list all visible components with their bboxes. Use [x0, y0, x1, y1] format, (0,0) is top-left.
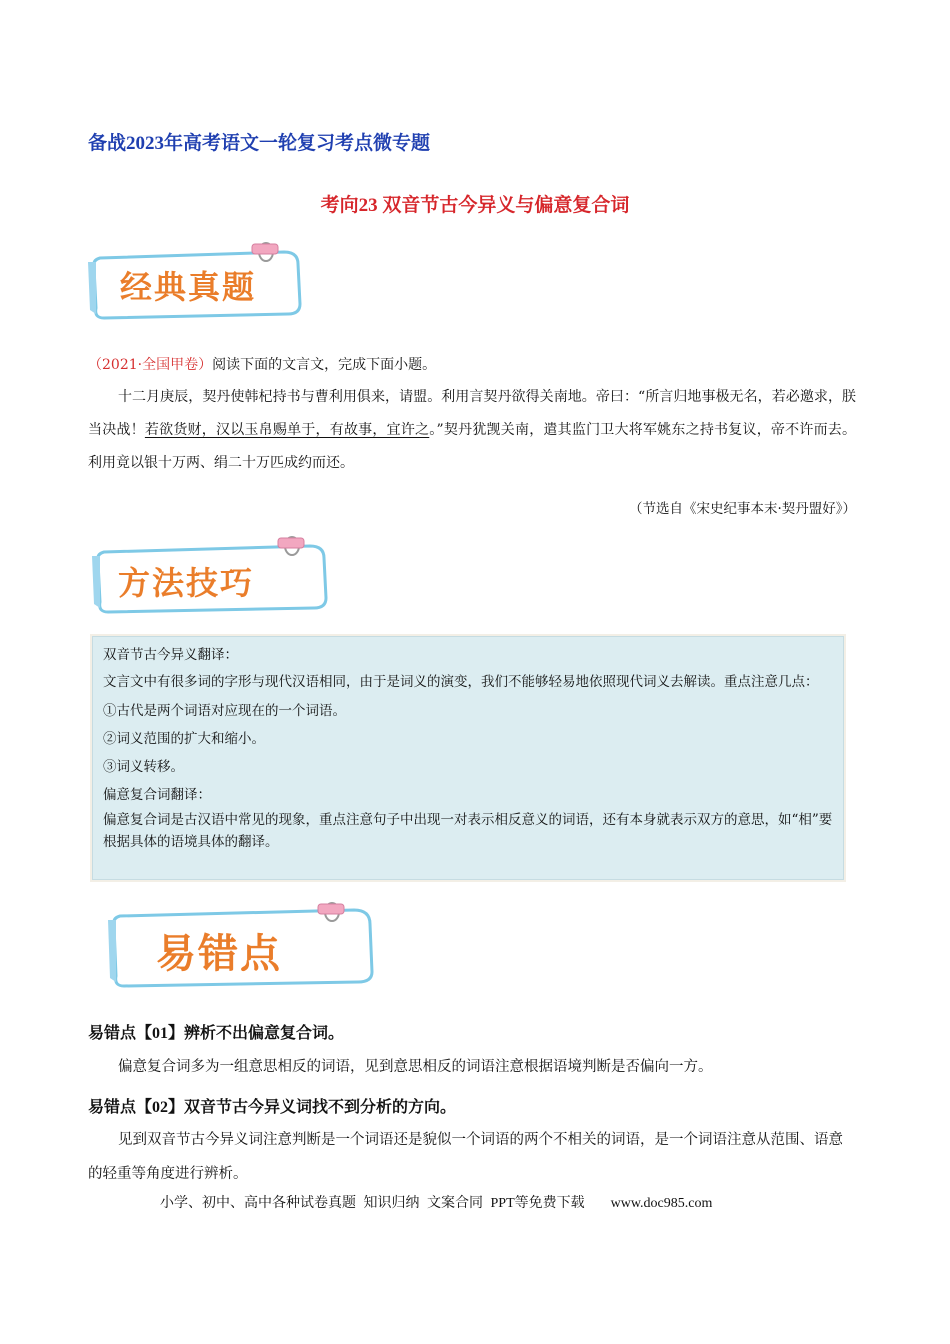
error-section-label: 易错点 — [156, 931, 282, 977]
method-desc-2: 偏意复合词是古汉语中常见的现象，重点注意句子中出现一对表示相反意义的词语，还有本身就表示双方的意思，如“相”要根据具体的语境具体的翻译。 — [103, 812, 833, 850]
method-section-banner — [88, 532, 338, 616]
footer — [160, 1192, 712, 1212]
question-instruction: 阅读下面的文言文，完成下面小题。 — [212, 357, 437, 373]
method-point-2: ②词义范围的扩大和缩小。 — [103, 731, 265, 747]
error-point-1-title: 易错点【01】辨析不出偏意复合词。 — [88, 1025, 345, 1042]
footer-site[interactable]: www.doc985.com — [610, 1196, 713, 1211]
method-point-1: ①古代是两个词语对应现在的一个词语。 — [103, 703, 346, 719]
topic-title: 考向23 双音节古今异义与偏意复合词 — [320, 195, 630, 216]
classic-section-label: 经典真题 — [120, 268, 257, 306]
error-point-2-text: 见到双音节古今异义词注意判断是一个词语还是貌似一个词语的两个不相关的词语，是一个词语注意从范围、语意的轻重等角度进行辨析。 — [88, 1132, 843, 1182]
error-point-2-title: 易错点【02】双音节古今异义词找不到分析的方向。 — [88, 1099, 457, 1116]
passage-underlined: 若欲货财，汉以玉帛赐单于，有故事，宜许之 — [144, 422, 430, 438]
method-heading-2: 偏意复合词翻译： — [103, 787, 211, 803]
classic-section-banner — [84, 238, 310, 322]
series-title: 备战2023年高考语文一轮复习考点微专题 — [88, 133, 431, 154]
method-section-label: 方法技巧 — [118, 564, 255, 602]
question-source: （2021·全国甲卷） — [88, 357, 213, 373]
citation: （节选自《宋史纪事本末·契丹盟好》） — [628, 501, 856, 517]
footer-text: 小学、初中、高中各种试卷真题 知识归纳 文案合同 PPT等免费下载 — [160, 1196, 585, 1211]
error-section-banner — [104, 896, 384, 992]
question-source-line — [88, 354, 436, 374]
method-heading-1: 双音节古今异义翻译： — [103, 647, 238, 663]
method-box — [92, 636, 844, 880]
error-point-1-text: 偏意复合词多为一组意思相反的词语，见到意思相反的词语注意根据语境判断是否偏向一方。 — [118, 1059, 713, 1075]
passage-part1: 十二月庚辰，契丹使韩杞持书与曹利用俱来，请盟。利用言契丹欲得关南地。帝曰：“所言归地事极无名，若必邀求，朕当决战！ — [88, 389, 856, 438]
method-point-3: ③词义转移。 — [103, 759, 184, 775]
passage-part2: 。”契丹犹觊关南，遣其监门卫大将军姚东之持书复议，帝不许而去。利用竟以银十万两、绢二十万匹成约而还。 — [88, 422, 857, 471]
passage — [88, 381, 856, 480]
method-intro: 文言文中有很多词的字形与现代汉语相同，由于是词义的演变，我们不能够轻易地依照现代词义去解读。重点注意几点： — [103, 674, 819, 690]
